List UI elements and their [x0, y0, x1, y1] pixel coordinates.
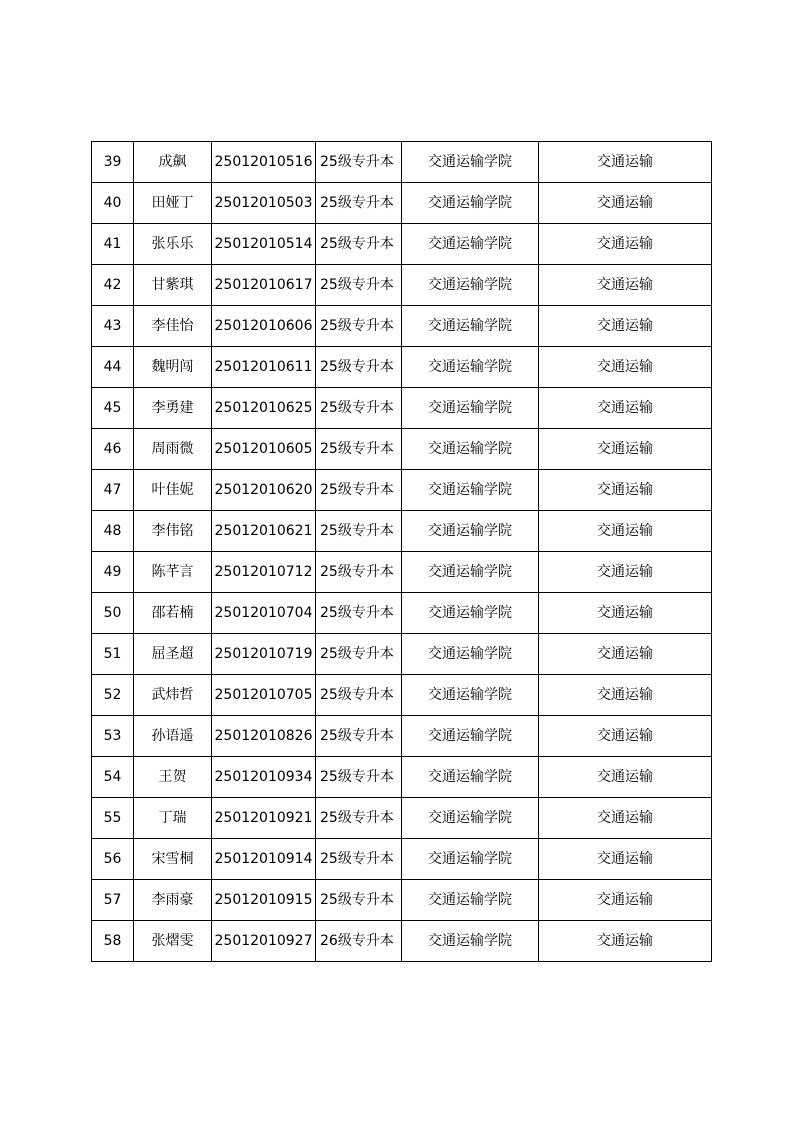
row-number-cell: 52 — [92, 675, 134, 716]
major-cell: 交通运输 — [539, 306, 712, 347]
college-cell: 交通运输学院 — [402, 634, 539, 675]
table-row — [92, 347, 712, 388]
major-cell: 交通运输 — [539, 634, 712, 675]
row-number-cell: 57 — [92, 880, 134, 921]
table-row — [92, 224, 712, 265]
row-number-cell: 54 — [92, 757, 134, 798]
student-id-cell: 25012010921 — [212, 798, 316, 839]
row-number-cell: 51 — [92, 634, 134, 675]
student-id-cell: 25012010514 — [212, 224, 316, 265]
table-row — [92, 470, 712, 511]
table-row — [92, 265, 712, 306]
table-row — [92, 511, 712, 552]
college-cell: 交通运输学院 — [402, 593, 539, 634]
grade-level-cell: 25级专升本 — [316, 183, 402, 224]
student-id-cell: 25012010719 — [212, 634, 316, 675]
college-cell: 交通运输学院 — [402, 183, 539, 224]
student-id-cell: 25012010927 — [212, 921, 316, 962]
grade-level-cell: 25级专升本 — [316, 593, 402, 634]
table-row — [92, 921, 712, 962]
grade-level-cell: 25级专升本 — [316, 388, 402, 429]
college-cell: 交通运输学院 — [402, 839, 539, 880]
table-row — [92, 880, 712, 921]
roster-body — [92, 142, 712, 962]
row-number-cell: 45 — [92, 388, 134, 429]
student-roster-table — [91, 141, 712, 962]
major-cell: 交通运输 — [539, 798, 712, 839]
major-cell: 交通运输 — [539, 511, 712, 552]
student-name-cell: 李伟铭 — [134, 511, 212, 552]
student-name-cell: 甘紫琪 — [134, 265, 212, 306]
student-name-cell: 邵若楠 — [134, 593, 212, 634]
grade-level-cell: 25级专升本 — [316, 880, 402, 921]
student-name-cell: 魏明闯 — [134, 347, 212, 388]
row-number-cell: 49 — [92, 552, 134, 593]
college-cell: 交通运输学院 — [402, 757, 539, 798]
major-cell: 交通运输 — [539, 839, 712, 880]
college-cell: 交通运输学院 — [402, 470, 539, 511]
college-cell: 交通运输学院 — [402, 142, 539, 183]
college-cell: 交通运输学院 — [402, 306, 539, 347]
student-id-cell: 25012010705 — [212, 675, 316, 716]
grade-level-cell: 25级专升本 — [316, 634, 402, 675]
student-id-cell: 25012010826 — [212, 716, 316, 757]
college-cell: 交通运输学院 — [402, 265, 539, 306]
major-cell: 交通运输 — [539, 757, 712, 798]
college-cell: 交通运输学院 — [402, 716, 539, 757]
major-cell: 交通运输 — [539, 470, 712, 511]
row-number-cell: 56 — [92, 839, 134, 880]
table-row — [92, 552, 712, 593]
student-name-cell: 周雨微 — [134, 429, 212, 470]
table-row — [92, 634, 712, 675]
row-number-cell: 58 — [92, 921, 134, 962]
grade-level-cell: 25级专升本 — [316, 716, 402, 757]
student-name-cell: 李勇建 — [134, 388, 212, 429]
row-number-cell: 46 — [92, 429, 134, 470]
student-id-cell: 25012010617 — [212, 265, 316, 306]
row-number-cell: 39 — [92, 142, 134, 183]
major-cell: 交通运输 — [539, 429, 712, 470]
major-cell: 交通运输 — [539, 388, 712, 429]
college-cell: 交通运输学院 — [402, 388, 539, 429]
student-name-cell: 叶佳妮 — [134, 470, 212, 511]
student-name-cell: 李佳怡 — [134, 306, 212, 347]
college-cell: 交通运输学院 — [402, 552, 539, 593]
student-name-cell: 宋雪桐 — [134, 839, 212, 880]
row-number-cell: 44 — [92, 347, 134, 388]
major-cell: 交通运输 — [539, 183, 712, 224]
table-row — [92, 716, 712, 757]
table-row — [92, 306, 712, 347]
student-id-cell: 25012010704 — [212, 593, 316, 634]
table-row — [92, 839, 712, 880]
row-number-cell: 47 — [92, 470, 134, 511]
grade-level-cell: 25级专升本 — [316, 839, 402, 880]
student-name-cell: 田娅丁 — [134, 183, 212, 224]
major-cell: 交通运输 — [539, 142, 712, 183]
student-id-cell: 25012010915 — [212, 880, 316, 921]
college-cell: 交通运输学院 — [402, 921, 539, 962]
student-name-cell: 丁瑞 — [134, 798, 212, 839]
table-row — [92, 757, 712, 798]
student-id-cell: 25012010621 — [212, 511, 316, 552]
major-cell: 交通运输 — [539, 552, 712, 593]
major-cell: 交通运输 — [539, 265, 712, 306]
student-name-cell: 陈芊言 — [134, 552, 212, 593]
college-cell: 交通运输学院 — [402, 511, 539, 552]
college-cell: 交通运输学院 — [402, 675, 539, 716]
student-name-cell: 王贺 — [134, 757, 212, 798]
grade-level-cell: 25级专升本 — [316, 306, 402, 347]
table-row — [92, 593, 712, 634]
table-row — [92, 798, 712, 839]
student-id-cell: 25012010712 — [212, 552, 316, 593]
major-cell: 交通运输 — [539, 716, 712, 757]
college-cell: 交通运输学院 — [402, 880, 539, 921]
table-row — [92, 675, 712, 716]
table-row — [92, 388, 712, 429]
student-id-cell: 25012010934 — [212, 757, 316, 798]
student-name-cell: 张熠雯 — [134, 921, 212, 962]
student-name-cell: 张乐乐 — [134, 224, 212, 265]
college-cell: 交通运输学院 — [402, 798, 539, 839]
major-cell: 交通运输 — [539, 921, 712, 962]
college-cell: 交通运输学院 — [402, 347, 539, 388]
row-number-cell: 41 — [92, 224, 134, 265]
student-id-cell: 25012010605 — [212, 429, 316, 470]
grade-level-cell: 25级专升本 — [316, 347, 402, 388]
college-cell: 交通运输学院 — [402, 224, 539, 265]
row-number-cell: 40 — [92, 183, 134, 224]
student-id-cell: 25012010516 — [212, 142, 316, 183]
grade-level-cell: 25级专升本 — [316, 757, 402, 798]
grade-level-cell: 25级专升本 — [316, 224, 402, 265]
major-cell: 交通运输 — [539, 224, 712, 265]
college-cell: 交通运输学院 — [402, 429, 539, 470]
student-id-cell: 25012010914 — [212, 839, 316, 880]
row-number-cell: 42 — [92, 265, 134, 306]
grade-level-cell: 25级专升本 — [316, 429, 402, 470]
grade-level-cell: 25级专升本 — [316, 470, 402, 511]
row-number-cell: 48 — [92, 511, 134, 552]
grade-level-cell: 25级专升本 — [316, 798, 402, 839]
student-id-cell: 25012010606 — [212, 306, 316, 347]
grade-level-cell: 25级专升本 — [316, 511, 402, 552]
student-name-cell: 孙语遥 — [134, 716, 212, 757]
grade-level-cell: 25级专升本 — [316, 552, 402, 593]
row-number-cell: 55 — [92, 798, 134, 839]
row-number-cell: 53 — [92, 716, 134, 757]
table-row — [92, 183, 712, 224]
grade-level-cell: 25级专升本 — [316, 675, 402, 716]
table-row — [92, 142, 712, 183]
student-id-cell: 25012010611 — [212, 347, 316, 388]
student-name-cell: 成飙 — [134, 142, 212, 183]
student-name-cell: 屈圣超 — [134, 634, 212, 675]
major-cell: 交通运输 — [539, 347, 712, 388]
student-name-cell: 武炜哲 — [134, 675, 212, 716]
student-name-cell: 李雨豪 — [134, 880, 212, 921]
student-id-cell: 25012010503 — [212, 183, 316, 224]
grade-level-cell: 26级专升本 — [316, 921, 402, 962]
major-cell: 交通运输 — [539, 593, 712, 634]
row-number-cell: 43 — [92, 306, 134, 347]
student-id-cell: 25012010625 — [212, 388, 316, 429]
grade-level-cell: 25级专升本 — [316, 265, 402, 306]
row-number-cell: 50 — [92, 593, 134, 634]
major-cell: 交通运输 — [539, 880, 712, 921]
student-id-cell: 25012010620 — [212, 470, 316, 511]
table-row — [92, 429, 712, 470]
major-cell: 交通运输 — [539, 675, 712, 716]
grade-level-cell: 25级专升本 — [316, 142, 402, 183]
